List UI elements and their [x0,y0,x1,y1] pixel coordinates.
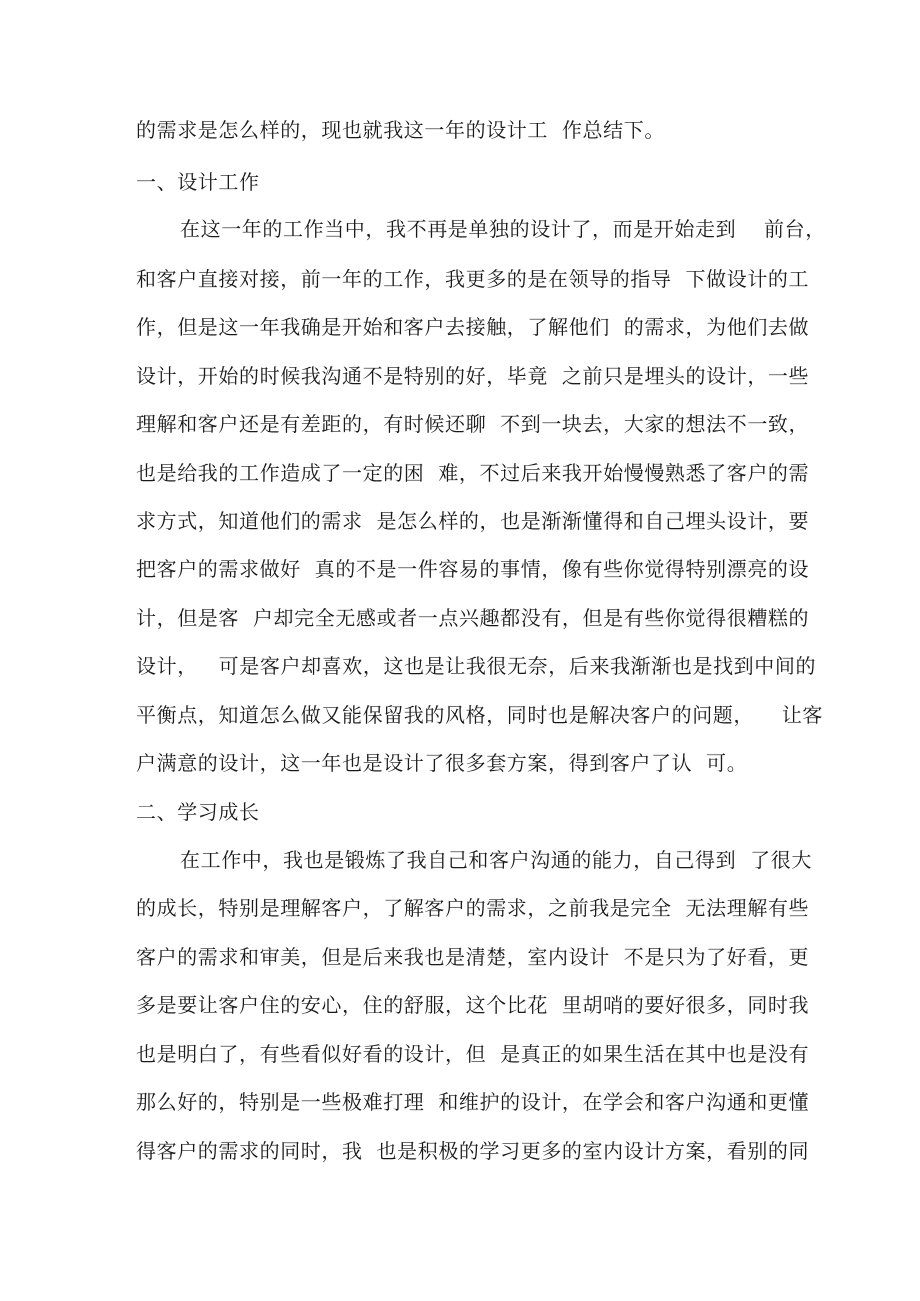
text-line: 在这一年的工作当中，我不再是单独的设计了，而是开始走到 前台， [180,217,826,241]
text-line: 得客户的需求的同时，我 也是积极的学习更多的室内设计方案，看别的同 [136,1139,810,1163]
text-line: 客户的需求和审美，但是后来我也是清楚，室内设计 不是只为了好看，更 [136,945,810,969]
text-line: 的需求是怎么样的，现也就我这一年的设计工 作总结下。 [136,118,665,142]
text-line: 也是明白了，有些看似好看的设计，但 是真正的如果生活在其中也是没有 [136,1042,810,1066]
text-line: 的成长，特别是理解客户，了解客户的需求，之前我是完全 无法理解有些 [136,896,810,920]
section-heading-design-work: 一、设计工作 [136,170,260,194]
text-line: 平衡点，知道怎么做又能保留我的风格，同时也是解决客户的问题， 让客 [136,703,824,727]
text-line: 和客户直接对接，前一年的工作，我更多的是在领导的指导 下做设计的工 [136,267,810,291]
text-line: 设计，开始的时候我沟通不是特别的好，毕竟 之前只是埋头的设计，一些 [136,364,810,388]
text-line: 计，但是客 户却完全无感或者一点兴趣都没有，但是有些你觉得很糟糕的 [136,606,810,630]
text-line: 户满意的设计，这一年也是设计了很多套方案，得到客户了认 可。 [136,751,748,775]
text-line: 在工作中，我也是锻炼了我自己和客户沟通的能力，自己得到 了很大 [180,848,812,872]
text-line: 设计， 可是客户却喜欢，这也是让我很无奈，后来我渐渐也是找到中间的 [136,654,817,678]
text-line: 多是要让客户住的安心，住的舒服，这个比花 里胡哨的要好很多，同时我 [136,993,810,1017]
text-line: 把客户的需求做好 真的不是一件容易的事情，像有些你觉得特别漂亮的设 [136,557,810,581]
text-line: 作，但是这一年我确是开始和客户去接触，了解他们 的需求，为他们去做 [136,315,810,339]
section-heading-learning-growth: 二、学习成长 [136,800,260,824]
text-line: 那么好的，特别是一些极难打理 和维护的设计，在学会和客户沟通和更懂 [136,1090,810,1114]
text-line: 也是给我的工作造成了一定的困 难，不过后来我开始慢慢熟悉了客户的需 [136,461,810,485]
text-line: 求方式，知道他们的需求 是怎么样的，也是渐渐懂得和自己埋头设计，要 [136,509,810,533]
text-line: 理解和客户还是有差距的，有时候还聊 不到一块去，大家的想法不一致， [136,412,810,436]
